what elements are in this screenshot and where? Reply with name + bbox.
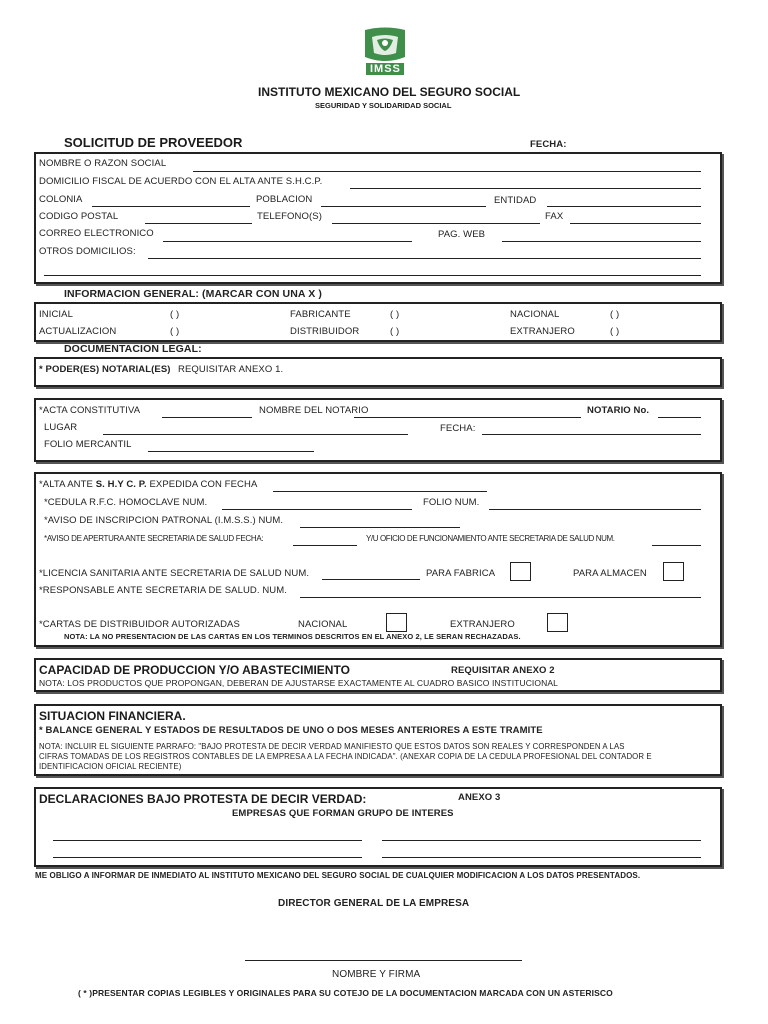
folio-num-field[interactable]	[489, 509, 701, 510]
fabricante-check[interactable]: ( )	[390, 309, 400, 320]
inicial-label: INICIAL	[39, 309, 73, 320]
empresa-field-1[interactable]	[53, 840, 362, 841]
notario-nombre-label: NOMBRE DEL NOTARIO	[259, 405, 369, 416]
aviso-insc-label: *AVISO DE INSCRIPCION PATRONAL (I.M.S.S.) NUM.	[44, 515, 284, 526]
para-fabrica-label: PARA FABRICA	[426, 568, 496, 579]
aviso-insc-field[interactable]	[300, 527, 460, 528]
cartas-nacional-checkbox[interactable]	[386, 613, 407, 632]
domicilio-field[interactable]	[350, 188, 701, 189]
colonia-field[interactable]	[92, 206, 250, 207]
cartas-nacional-label: NACIONAL	[298, 619, 348, 630]
licencia-field[interactable]	[322, 579, 420, 580]
empresas-label: EMPRESAS QUE FORMAN GRUPO DE INTERES	[232, 808, 454, 819]
presentar-text: ( * )PRESENTAR COPIAS LEGIBLES Y ORIGINALES PARA SU COTEJO DE LA DOCUMENTACION MARCADA CON UN ASTERISCO	[78, 988, 613, 998]
telefono-label: TELEFONO(S)	[257, 211, 322, 222]
otros-label: OTROS DOMICILIOS:	[39, 246, 136, 257]
responsable-label: *RESPONSABLE ANTE SECRETARIA DE SALUD. NUM.	[39, 585, 288, 596]
form-title: SOLICITUD DE PROVEEDOR	[64, 135, 243, 150]
pagweb-field[interactable]	[502, 241, 701, 242]
empresa-field-2[interactable]	[382, 840, 701, 841]
alta-fecha-field[interactable]	[273, 491, 487, 492]
alta-bold: S. H.Y C. P.	[95, 479, 147, 490]
entidad-label: ENTIDAD	[494, 195, 537, 206]
financiera-nota-3: IDENTIFICACION OFICIAL RECIENTE)	[39, 762, 182, 771]
cartas-extranjero-checkbox[interactable]	[547, 613, 568, 632]
otros-field-1[interactable]	[148, 258, 701, 259]
obligo-text: ME OBLIGO A INFORMAR DE INMEDIATO AL INSTITUTO MEXICANO DEL SEGURO SOCIAL DE CUALQUIER MODIFICACION A LOS DATOS PRESENTADOS.	[35, 871, 641, 880]
acta-label: *ACTA CONSTITUTIVA	[39, 405, 141, 416]
cartas-label: *CARTAS DE DISTRIBUIDOR AUTORIZADAS	[39, 619, 240, 630]
financiera-title: SITUACION FINANCIERA.	[39, 709, 186, 723]
fabricante-label: FABRICANTE	[290, 309, 351, 320]
fax-field[interactable]	[570, 223, 701, 224]
declaraciones-anexo: ANEXO 3	[458, 792, 501, 803]
actualizacion-label: ACTUALIZACION	[39, 326, 117, 337]
para-fabrica-checkbox[interactable]	[510, 562, 531, 581]
domicilio-label: DOMICILIO FISCAL DE ACUERDO CON EL ALTA ANTE S.H.C.P.	[39, 176, 323, 187]
extranjero-label: EXTRANJERO	[510, 326, 575, 337]
acta-fecha-label: FECHA:	[440, 423, 476, 434]
responsable-field[interactable]	[300, 597, 701, 598]
acta-field[interactable]	[162, 417, 252, 418]
cartas-extranjero-label: EXTRANJERO	[450, 619, 515, 630]
folio-num-label: FOLIO NUM.	[423, 497, 480, 508]
fax-label: FAX	[545, 211, 564, 222]
oficio-label: Y/U OFICIO DE FUNCIONAMIENTO ANTE SECRETARIA DE SALUD NUM.	[366, 534, 615, 543]
alta-pre: *ALTA ANTE	[39, 479, 96, 490]
firma-label: NOMBRE Y FIRMA	[332, 969, 421, 980]
financiera-nota-2: CIFRAS TOMADAS DE LOS REGISTROS CONTABLES DE LA EMPRESA A LA FECHA INDICADA". (ANEXAR COPIA DE LA CEDULA PROFESIONAL DEL CONTADOR E	[39, 752, 652, 761]
notario-no-field[interactable]	[658, 417, 701, 418]
signature-field[interactable]	[245, 960, 522, 961]
info-title: INFORMACION GENERAL: (MARCAR CON UNA X )	[64, 288, 322, 300]
cartas-nota: NOTA: LA NO PRESENTACION DE LAS CARTAS EN LOS TERMINOS DESCRITOS EN EL ANEXO 2, LE SERAN RECHAZADAS.	[64, 632, 521, 641]
institute-name: INSTITUTO MEXICANO DEL SEGURO SOCIAL	[258, 85, 521, 99]
lugar-label: LUGAR	[44, 422, 78, 433]
extranjero-check[interactable]: ( )	[610, 326, 620, 337]
pagweb-label: PAG. WEB	[438, 229, 486, 240]
cedula-field[interactable]	[222, 509, 412, 510]
distribuidor-label: DISTRIBUIDOR	[290, 326, 360, 337]
declaraciones-title: DECLARACIONES BAJO PROTESTA DE DECIR VERDAD:	[39, 792, 367, 806]
imss-logo	[362, 27, 408, 77]
actualizacion-check[interactable]: ( )	[170, 326, 180, 337]
para-almacen-checkbox[interactable]	[663, 562, 684, 581]
notario-no-label: NOTARIO No.	[587, 405, 650, 416]
alta-post: EXPEDIDA CON FECHA	[146, 479, 258, 490]
correo-label: CORREO ELECTRONICO	[39, 228, 154, 239]
acta-fecha-field[interactable]	[482, 434, 701, 435]
director-label: DIRECTOR GENERAL DE LA EMPRESA	[278, 898, 470, 909]
capacidad-anexo: REQUISITAR ANEXO 2	[451, 665, 555, 676]
lugar-field[interactable]	[103, 434, 408, 435]
colonia-label: COLONIA	[39, 194, 83, 205]
empresa-field-3[interactable]	[53, 857, 362, 858]
capacidad-title: CAPACIDAD DE PRODUCCION Y/O ABASTECIMIENTO	[39, 663, 350, 677]
capacidad-nota: NOTA: LOS PRODUCTOS QUE PROPONGAN, DEBERAN DE AJUSTARSE EXACTAMENTE AL CUADRO BASICO INSTITUCIONAL	[39, 678, 558, 688]
aviso-apertura-label: *AVISO DE APERTURA ANTE SECRETARIA DE SALUD FECHA:	[44, 534, 264, 543]
telefono-field[interactable]	[332, 223, 540, 224]
cedula-label: *CEDULA R.F.C. HOMOCLAVE NUM.	[44, 497, 208, 508]
alta-label	[39, 479, 257, 490]
poblacion-field[interactable]	[321, 206, 486, 207]
aviso-apertura-field[interactable]	[293, 545, 357, 546]
inicial-check[interactable]: ( )	[170, 309, 180, 320]
legal-title: DOCUMENTACION LEGAL:	[64, 343, 202, 355]
balance-label: * BALANCE GENERAL Y ESTADOS DE RESULTADOS DE UNO O DOS MESES ANTERIORES A ESTE TRAMITE	[39, 725, 543, 736]
notario-nombre-field[interactable]	[354, 417, 581, 418]
institute-motto: SEGURIDAD Y SOLIDARIDAD SOCIAL	[315, 101, 452, 110]
licencia-label: *LICENCIA SANITARIA ANTE SECRETARIA DE SALUD NUM.	[39, 568, 310, 579]
folio-mercantil-label: FOLIO MERCANTIL	[44, 439, 132, 450]
cp-label: CODIGO POSTAL	[39, 211, 119, 222]
form-fecha-label: FECHA:	[530, 139, 567, 150]
para-almacen-label: PARA ALMACEN	[573, 568, 647, 579]
oficio-field[interactable]	[652, 545, 701, 546]
nacional-label: NACIONAL	[510, 309, 560, 320]
financiera-nota-1: NOTA: INCLUIR EL SIGUIENTE PARRAFO: "BAJO PROTESTA DE DECIR VERDAD MANIFIESTO QUE ESTOS DATOS SON REALES Y CORRESPONDEN A LAS	[39, 742, 625, 751]
poder-label: * PODER(ES) NOTARIAL(ES)	[39, 364, 171, 375]
nombre-field[interactable]	[193, 171, 701, 172]
poblacion-label: POBLACION	[256, 194, 313, 205]
distribuidor-check[interactable]: ( )	[390, 326, 400, 337]
empresa-field-4[interactable]	[382, 857, 701, 858]
correo-field[interactable]	[163, 241, 412, 242]
cp-field[interactable]	[145, 223, 252, 224]
nombre-label: NOMBRE O RAZON SOCIAL	[39, 158, 167, 169]
entidad-field[interactable]	[547, 206, 701, 207]
folio-mercantil-field[interactable]	[148, 451, 314, 452]
poder-anexo: REQUISITAR ANEXO 1.	[178, 364, 284, 375]
logo-text: IMSS	[370, 63, 401, 75]
otros-field-2[interactable]	[44, 275, 701, 276]
nacional-check[interactable]: ( )	[610, 309, 620, 320]
